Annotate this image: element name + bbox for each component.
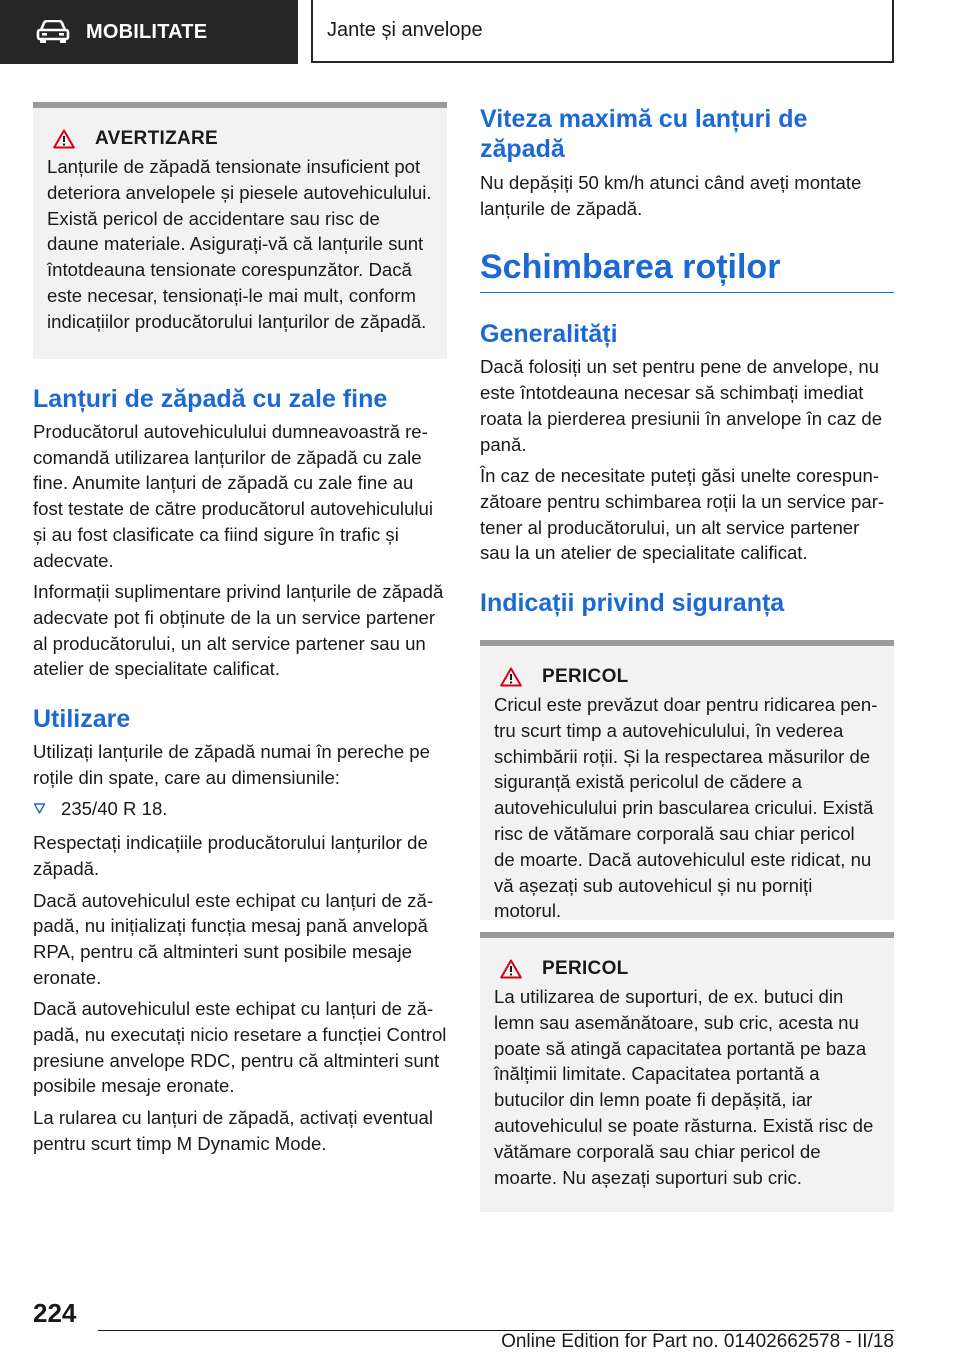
danger-box-1 (480, 640, 894, 920)
danger-text-1: Cricul este prevăzut doar pentru ridicarea pentru scurt timp a autovehiculului, în vederea schimbării roții. Și la respectarea măsurilor de siguranță există pericolul de cădere a autovehiculului prin bascularea cricului. Există risc de vătămare corporală sau chiar pericol de moarte. Dacă autovehiculul este ridicat, nu vă așezați sub autovehicul și nu porniți motorul. (494, 694, 878, 922)
section-tab (311, 0, 894, 63)
car-icon (36, 20, 70, 44)
warning-title: AVERTIZARE (95, 128, 218, 149)
right-column (480, 104, 894, 1212)
wheel-change-title: Schimbarea roților (480, 248, 781, 287)
safety-heading: Indicații privind siguranța (480, 589, 785, 618)
warning-triangle-icon (500, 959, 522, 979)
danger-text-2: La utilizarea de suporturi, de ex. butuci din lemn sau asemănătoare, sub cric, acesta nu poate să atingă capacitatea portantă pe baza înălțimii limitate. Capacitatea portantă a butucilor din lemn poate fi depășită, iar autovehiculul se poate răsturna. Există risc de vătămare corporală sau chiar pericol de moarte. Nu așezați suporturi sub cric. (494, 986, 874, 1188)
danger-box-2 (480, 932, 894, 1212)
warning-header (53, 128, 433, 150)
general-paragraph-2: În caz de necesitate puteți găsi unelte corespunzătoare pentru schimbarea roții la un service partener al producătorului, un alt service partener sau la un atelier de specialitate calificat. (480, 465, 885, 564)
chapter-tab (0, 0, 298, 64)
triangle-bullet-icon (33, 796, 61, 824)
edition-note: Online Edition for Part no. 01402662578 - II/18 (501, 1331, 894, 1352)
use-paragraph-2: Respectați indicațiile producătorului lanțurilor de zăpadă. (33, 832, 428, 879)
general-heading: Generalități (480, 320, 618, 349)
use-paragraph-4: Dacă autovehiculul este echipat cu lanțuri de zăpadă, nu executați nicio resetare a funcției Control presiune anvelope RDC, pentru că altminteri sunt posibile mesaje eronate. (33, 998, 447, 1097)
page-number: 224 (33, 1298, 77, 1328)
danger-header-1 (500, 666, 880, 688)
left-column (33, 102, 447, 1157)
use-paragraph-1: Utilizați lanțurile de zăpadă numai în pereche pe roțile din spate, care au dimensiunile: (33, 741, 430, 788)
list-item (33, 796, 447, 824)
tire-size: 235/40 R 18. (61, 798, 168, 820)
section-title: Jante și anvelope (327, 19, 483, 41)
fine-chains-heading: Lanțuri de zăpadă cu zale fine (33, 385, 388, 413)
danger-title-2: PERICOL (542, 958, 629, 980)
fine-chains-paragraph-1: Producătorul autovehiculului dumneavoastră recomandă utilizarea lanțurilor de zăpadă cu zale fine. Anumite lanțuri de zăpadă cu zale fine au fost testate de către producătorul autovehiculului și au fost clasificate ca fiind sigure în trafic și adecvate. (33, 421, 434, 571)
general-paragraph-1: Dacă folosiți un set pentru pene de anvelope, nu este întotdeauna necesar să schimbați imediat roata la pierderea presiunii în anvelope în caz de pană. (480, 356, 883, 455)
speed-paragraph: Nu depășiți 50 km/h atunci când aveți montate lanțurile de zăpadă. (480, 172, 862, 219)
chapter-title: MOBILITATE (86, 20, 208, 43)
warning-triangle-icon (53, 129, 75, 149)
warning-triangle-icon (500, 667, 522, 687)
use-paragraph-3: Dacă autovehiculul este echipat cu lanțuri de zăpadă, nu inițializați funcția mesaj pană anvelopă RPA, pentru că altminteri sunt posibile mesaje eronate. (33, 889, 434, 988)
use-paragraph-5: La rularea cu lanțuri de zăpadă, activați eventual pentru scurt timp M Dynamic Mode. (33, 1107, 434, 1154)
danger-header-2 (500, 958, 880, 980)
title-rule (480, 292, 894, 293)
danger-title-1: PERICOL (542, 666, 629, 688)
fine-chains-paragraph-2: Informații suplimentare privind lanțurile de zăpadă adecvate pot fi obținute de la un service partener al producătorului, un alt service partener sau un atelier de specialitate calificat. (33, 581, 444, 680)
speed-heading: Viteza maximă cu lanțuri de zăpadă (480, 105, 808, 163)
warning-text: Lanțurile de zăpadă tensionate insuficient pot deteriora anvelopele și piesele autovehiculului. Există pericol de accidentare sau risc de daune materiale. Asigurați-vă că lanțurile sunt întotdeauna tensionate corespunzător. Dacă este necesar, tensionați-le mai mult, conform indicațiilor producătorului lanțurilor de zăpadă. (47, 156, 432, 332)
warning-box (33, 102, 447, 359)
use-heading: Utilizare (33, 705, 131, 734)
